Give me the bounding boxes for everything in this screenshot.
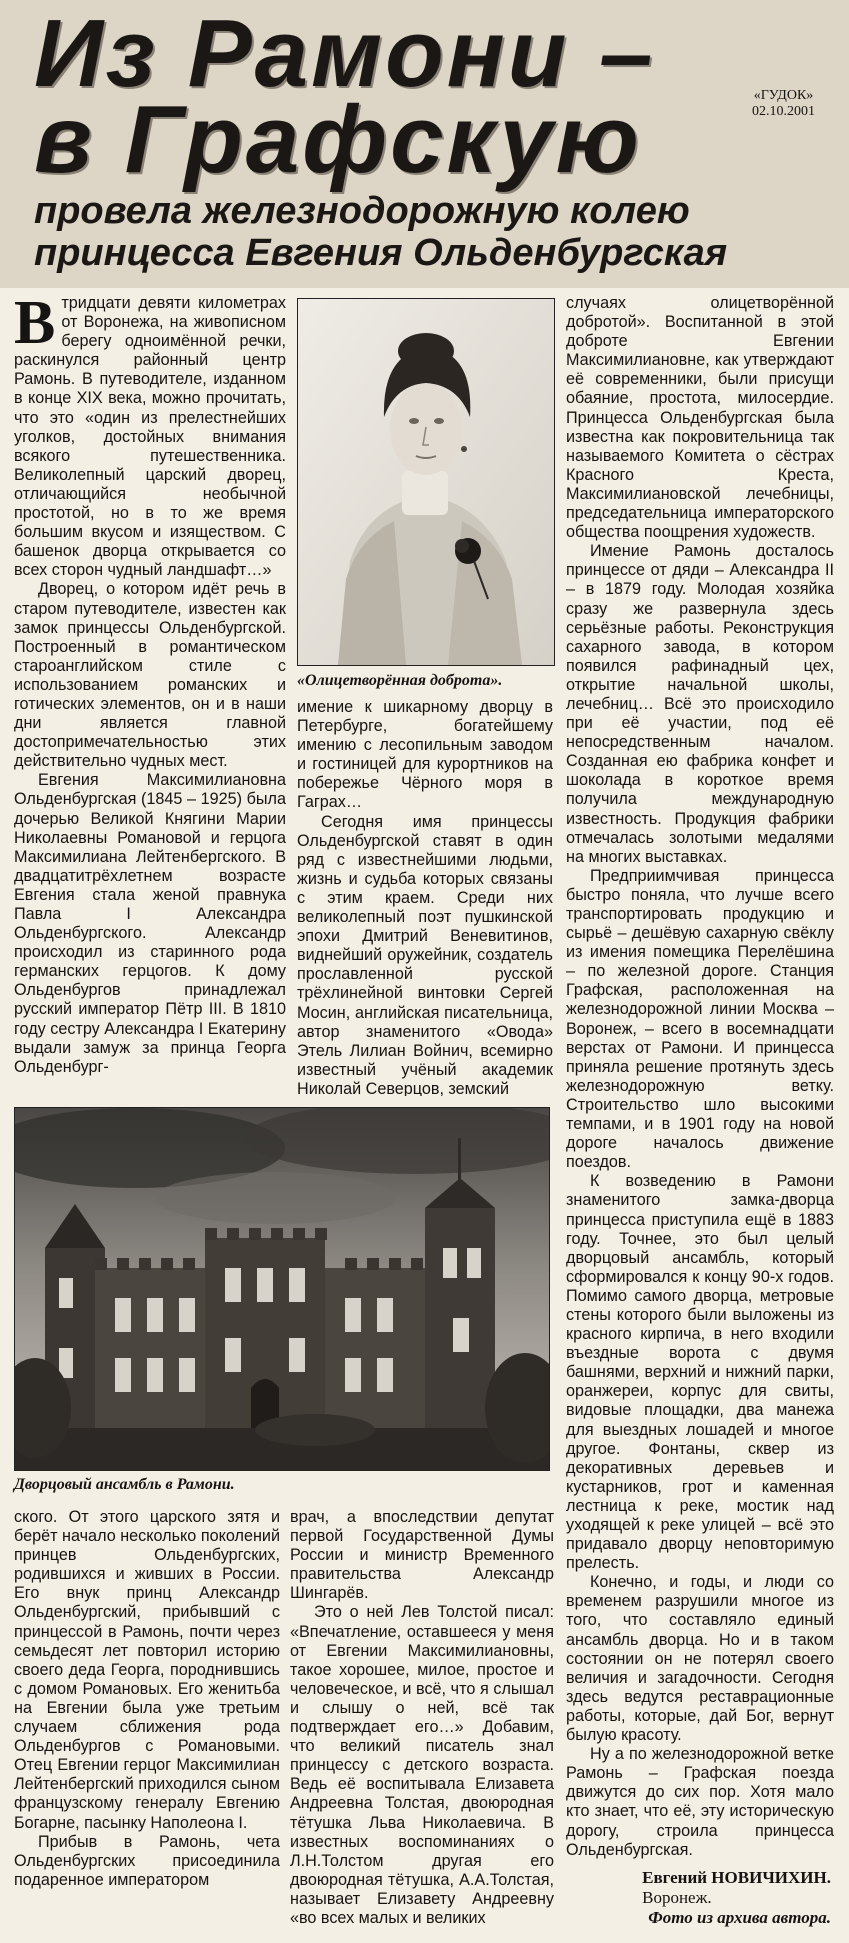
- column-1-bottom: [14, 1508, 280, 1938]
- portrait-caption: «Олицетворённая доброта».: [297, 672, 503, 689]
- subheadline-line-1: провела железнодорожную колею: [34, 190, 690, 232]
- article-signature: [642, 1868, 831, 1928]
- paragraph: имение к шикарному дворцу в Петербурге, богатейшему имению с лесопильным заводом и гостиницей для курортников на побережье Чёрного моря в Гаграх…: [297, 698, 553, 812]
- source-stamp: [752, 88, 815, 120]
- paragraph: случаях олицетворённой добротой». Воспитанной в этой доброте Евгении Максимилиановне, как утверждают её современники, были присущи обаяние, простота, милосердие. Принцесса Ольденбургская была известна как покровительница так называемого Комитета о сёстрах Красного Креста, Максимилиановской лечебницы, председательница императорского общества поощрения художеств.: [566, 294, 834, 542]
- author-city: Воронеж.: [642, 1888, 712, 1907]
- paragraph: Имение Рамонь досталось принцессе от дяди – Александра II – в 1879 году. Молодая хозяйка сразу же развернула здесь серьёзные работы. Реконструкция сахарного завода, в котором появился рафинадный цех, открытие начальной школы, лечебниц… Всё это происходило при её участии, под её непосредственным началом. Созданная ею фабрика конфет и шоколада в короткое время получила международную известность. Продукция фабрики отмечалась золотыми медалями на многих выставках.: [566, 542, 834, 866]
- column-2-bottom: [290, 1508, 554, 1938]
- photo-credit: Фото из архива автора.: [648, 1908, 831, 1927]
- source-date: 02.10.2001: [752, 104, 815, 119]
- paragraph: Предприимчивая принцесса быстро поняла, что лучше всего транспортировать продукцию и сырьё – дешёвую сахарную свёклу из имения помещика Перелёшина – по железной дороге. Станция Графская, расположенная на железнодорожной линии Москва – Воронеж, – всего в восемнадцати верстах от Рамони. И принцесса приняла решение протянуть здесь железнодорожную ветку. Строительство шло высокими темпами, и в 1901 году на новой дороге началось движение поездов.: [566, 866, 834, 1172]
- paragraph: Евгения Максимилиановна Ольденбургская (1845 – 1925) была дочерью Великой Княгини Марии Николаевны Романовой и герцога Максимилиана Лейтенбергского. В двадцатитрёхлетнем возрасте Евгения стала женой правнука Павла I Александра Ольденбургского. Александр происходил из старинного рода германских герцогов. К дому Ольденбургов принадлежал русский император Пётр III. В 1810 году сестру Александра I Екатерину выдали замуж за принца Георга Ольденбург-: [14, 771, 286, 1076]
- paragraph: врач, а впоследствии депутат первой Государственной Думы России и министр Временного правительства Александр Шингарёв.: [290, 1508, 554, 1603]
- paragraph: Конечно, и годы, и люди со временем разрушили многое из того, что составляло единый ансамбль дворца. Но и в таком состоянии он не потерял своего величия и загадочности. Сегодня здесь ведутся реставрационные работы, которые, дай Бог, вернут былую красоту.: [566, 1573, 834, 1745]
- paragraph: ского. От этого царского зятя и берёт начало несколько поколений принцев Ольденбургских, родившихся и живших в России. Его внук принц Александр Ольденбургский, прибывший с принцессой в Рамонь, почти через семьдесят лет повторил историю своего деда Георга, породнившись с домом Романовых. Его женитьба на Евгении была уже третьим случаем сближения рода Ольденбургов с Романовыми. Отец Евгении герцог Максимилиан Лейтенбергский приходился сыном французскому генералу Евгению Богарне, пасынку Наполеона I.: [14, 1508, 280, 1832]
- paragraph: Прибыв в Рамонь, чета Ольденбургских присоединила подаренное императором: [14, 1832, 280, 1889]
- source-name: «ГУДОК»: [753, 88, 814, 103]
- paragraph: Сегодня имя принцессы Ольденбургской ставят в один ряд с известнейшими людьми, жизнь и судьба которых связаны с этим краем. Среди них великолепный поэт пушкинской эпохи Дмитрий Веневитинов, виднейший оружейник, создатель прославленной русской трёхлинейной винтовки Сергей Мосин, английская писательница, автор знаменитого «Овода» Этель Лилиан Войнич, всемирно известный учёный академик Николай Северцов, земский: [297, 812, 553, 1096]
- paragraph: Дворец, о котором идёт речь в старом путеводителе, известен как замок принцессы Ольденбургской. Построенный в романтическом староанглийском стиле с использованием романских и готических элементов, он и в наши дни является главной достопримечательностью этих действительно чудных мест.: [14, 580, 286, 771]
- paragraph: К возведению в Рамони знаменитого замка-дворца принцесса приступила ещё в 1883 году. Точнее, это был целый дворцовый ансамбль, который сформировался к концу 90-х годов. Помимо самого дворца, метровые стены которого были выложены из красного кирпича, в него входили въездные ворота с двумя башнями, верхний и нижний парки, оранжереи, корпус для свиты, видовые площадки, два манежа для выездных лошадей и многое другое. Фонтаны, сквер из декоративных деревьев и кустарников, грот и каменная лестница к реке, мостик над уходящей к реке улицей – всё это придавало дворцу неповторимую прелесть.: [566, 1172, 834, 1573]
- author-name: Евгений НОВИЧИХИН.: [642, 1868, 831, 1887]
- paragraph: Это о ней Лев Толстой писал: «Впечатление, оставшееся у меня от Евгении Максимилиановны, такое хорошее, милое, простое и человеческое, и всё, что я слышал и слышу о ней, всё так подтверждает его…» Добавим, что великий писатель знал принцессу с детского возраста. Ведь её воспитывала Елизавета Андреевна Толстая, двоюродная тётушка Льва Николаевича. В известных воспоминаниях о Л.Н.Толстом другая его двоюродная тётушка, А.А.Толстая, называет Елизавету Андреевну «во всех малых и великих: [290, 1603, 554, 1927]
- headline-line-1: Из Рамони –: [34, 0, 656, 107]
- palace-photo: [14, 1107, 550, 1471]
- palace-image: [15, 1108, 549, 1470]
- drop-cap: В: [14, 294, 56, 357]
- column-1-top: [14, 294, 286, 1096]
- column-3: [566, 294, 834, 1864]
- paragraph: Втридцати девяти километрах от Воронежа, на живописном берегу одноимённой речки, раскинулся районный центр Рамонь. В путеводителе, изданном в конце XIX века, можно прочитать, что это «один из прелестнейших уголков, достойных внимания всякого путешественника. Великолепный царский дворец, отличающийся необычной простотой, но в то же время большим вкусом и изяществом. С башенок дворца открывается со всех сторон чудный ландшафт…»: [14, 294, 286, 580]
- headline-line-2: в Графскую: [34, 86, 642, 193]
- paragraph: Ну а по железнодорожной ветке Рамонь – Графская поезда движутся до сих пор. Хотя мало кто знает, что её, эту историческую дорогу, строила принцесса Ольденбургская.: [566, 1745, 834, 1859]
- headline-block: [0, 0, 849, 288]
- subheadline-line-2: принцесса Евгения Ольденбургская: [34, 232, 728, 274]
- palace-caption: Дворцовый ансамбль в Рамони.: [14, 1476, 235, 1493]
- column-2-top: [297, 698, 553, 1096]
- portrait-image: [298, 299, 554, 665]
- portrait-photo: [297, 298, 555, 666]
